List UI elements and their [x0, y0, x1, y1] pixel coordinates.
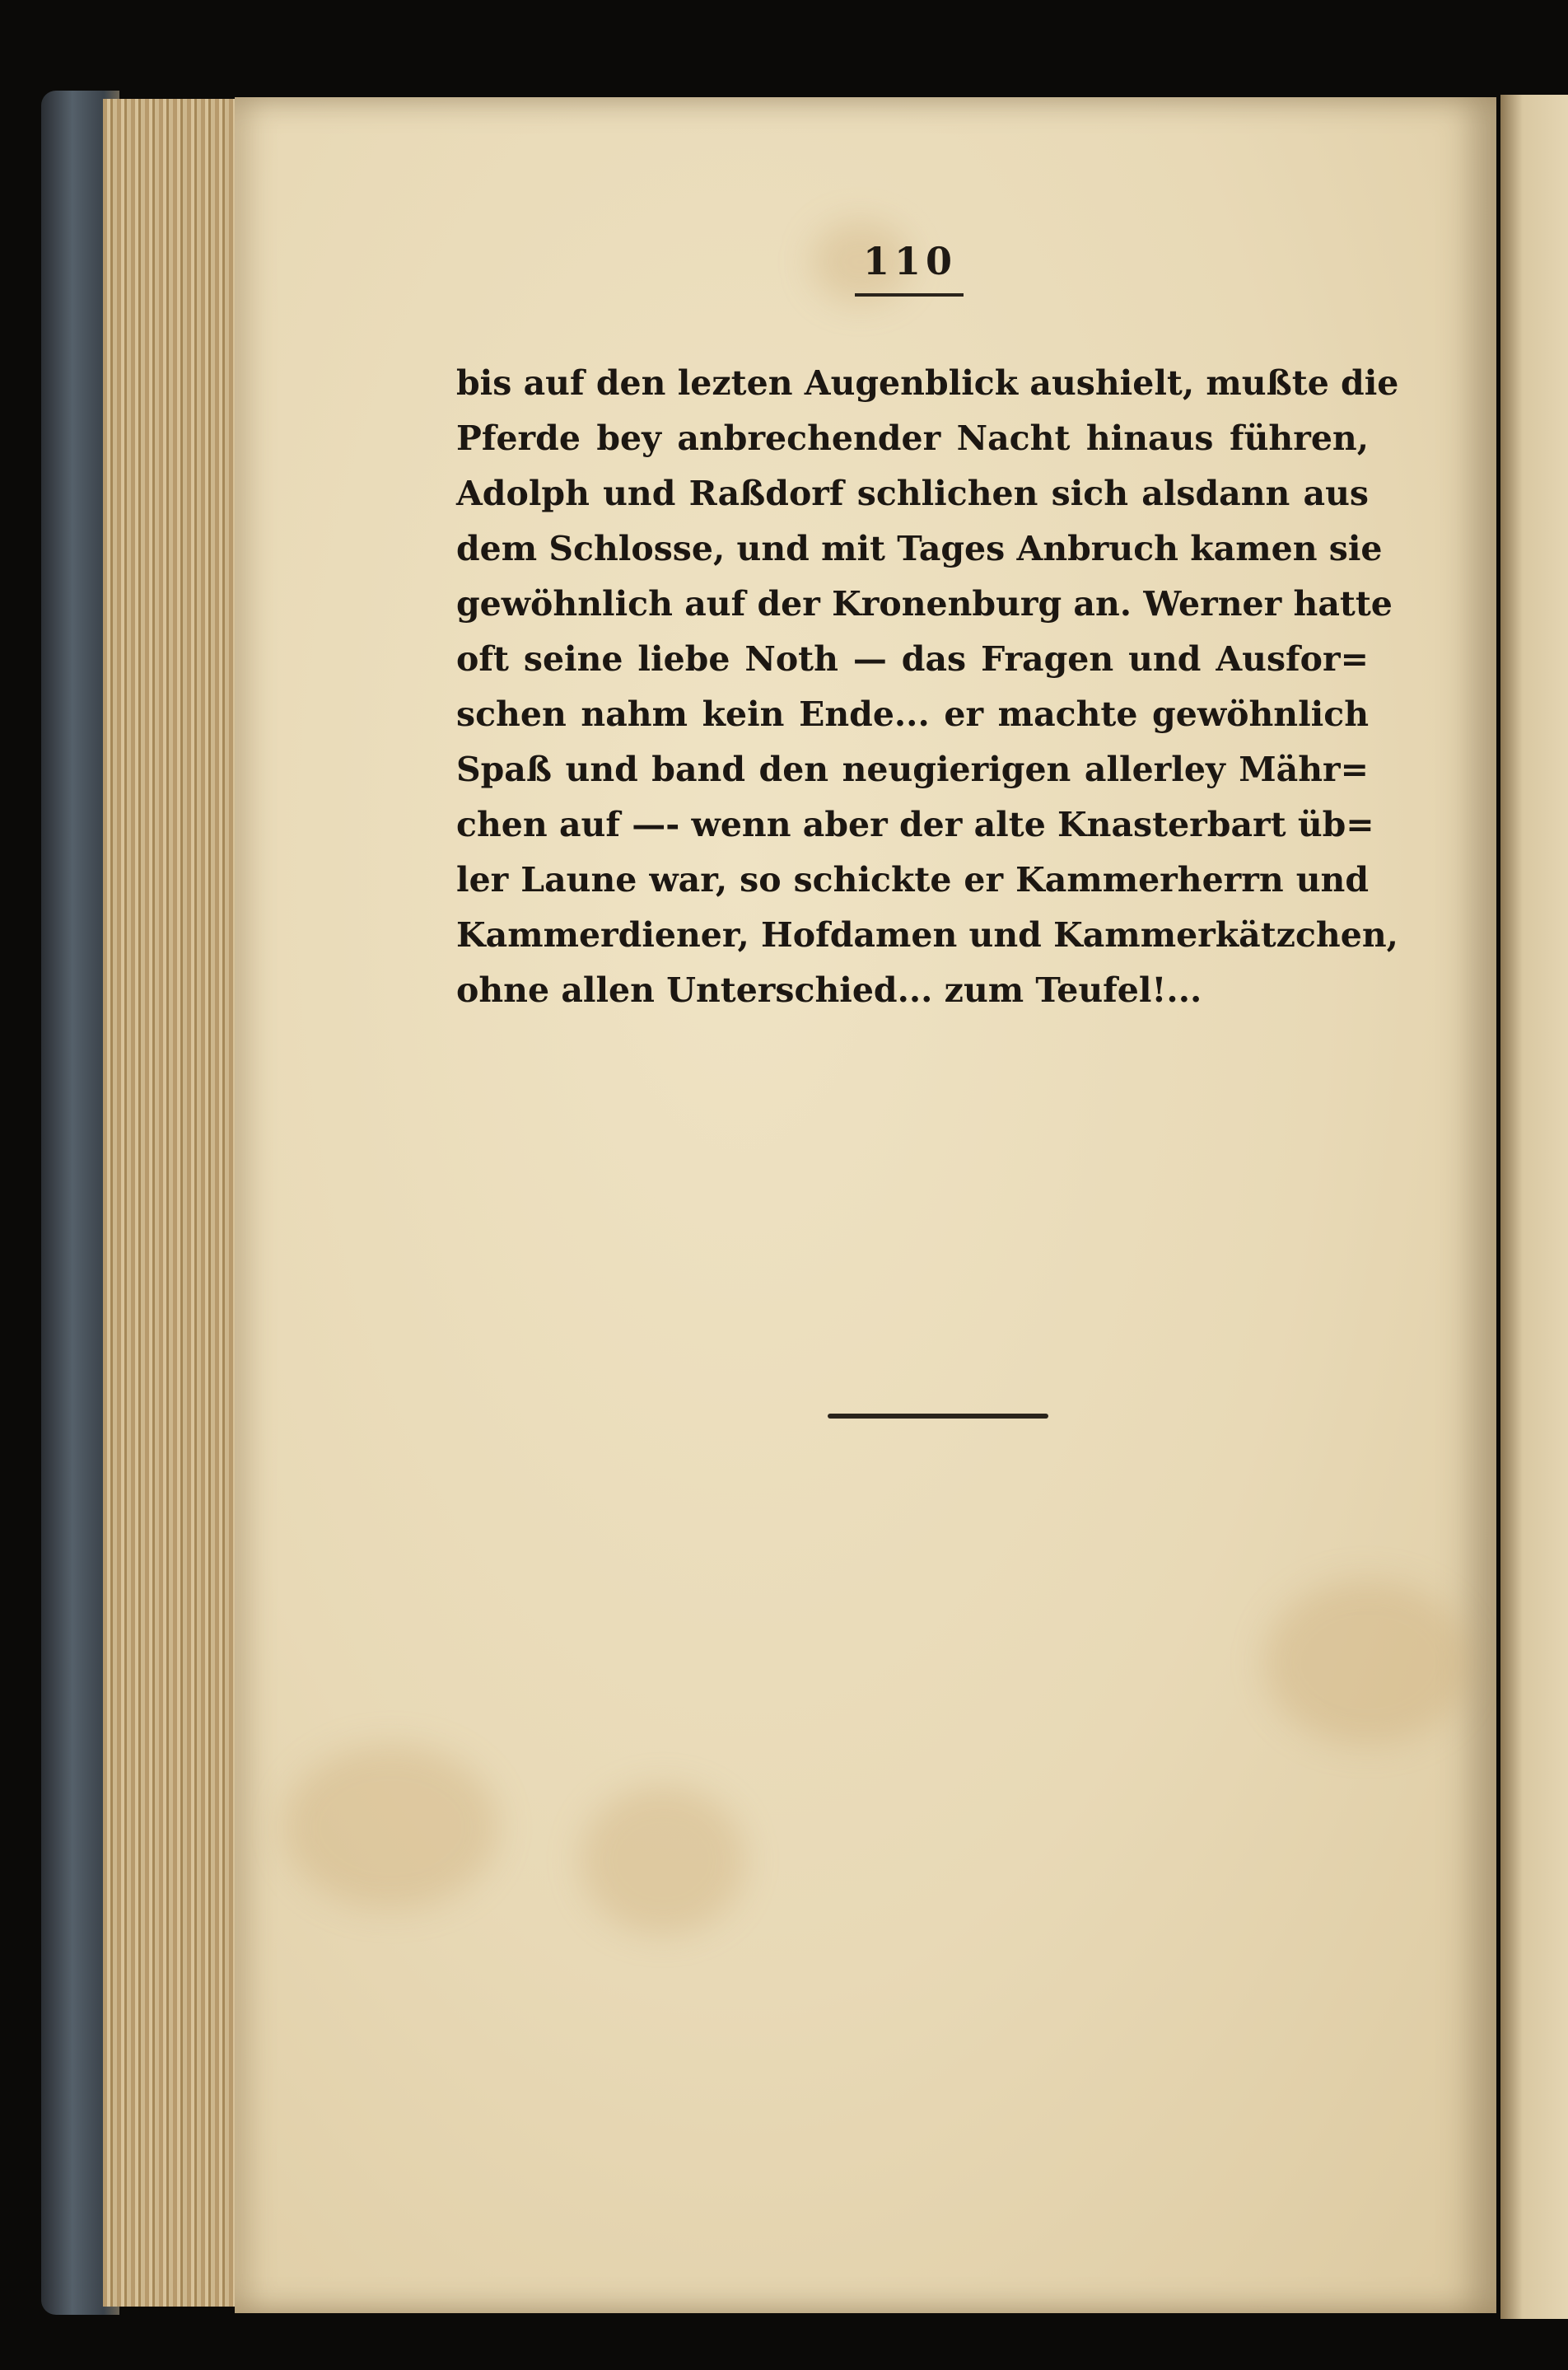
body-text: [456, 356, 1399, 1018]
text-line: gewöhnlich auf der Kronenburg an. Werner hatte: [456, 584, 1393, 624]
paper-stain: [1264, 1580, 1470, 1745]
text-line: Adolph und Raßdorf schlichen sich alsdann aus: [456, 474, 1369, 513]
text-line: schen nahm kein Ende... er machte gewöhnlich: [456, 694, 1369, 734]
text-line: chen auf —- wenn aber der alte Knasterbart üb=: [456, 805, 1374, 844]
paper-stain: [581, 1786, 745, 1934]
facing-page-edge: [1500, 95, 1568, 2319]
text-line: Pferde bey anbrechender Nacht hinaus führen,: [456, 418, 1369, 458]
text-line: Spaß und band den neugierigen allerley Mähr=: [456, 750, 1369, 789]
page-number: 110: [862, 239, 958, 283]
text-line: dem Schlosse, und mit Tages Anbruch kamen sie: [456, 529, 1383, 568]
paper-stain: [284, 1745, 498, 1910]
text-line: oft seine liebe Noth — das Fragen und Ausfor=: [456, 639, 1369, 679]
text-line: ler Laune war, so schickte er Kammerherrn und: [456, 860, 1369, 900]
text-line: bis auf den lezten Augenblick aushielt, mußte die: [456, 363, 1399, 403]
page-number-underline: [855, 293, 964, 297]
page-edges: [103, 99, 239, 2307]
text-line: ohne allen Unterschied... zum Teufel!...: [456, 970, 1202, 1010]
section-divider: [828, 1414, 1048, 1419]
text-line: Kammerdiener, Hofdamen und Kammerkätzchen,: [456, 915, 1398, 955]
